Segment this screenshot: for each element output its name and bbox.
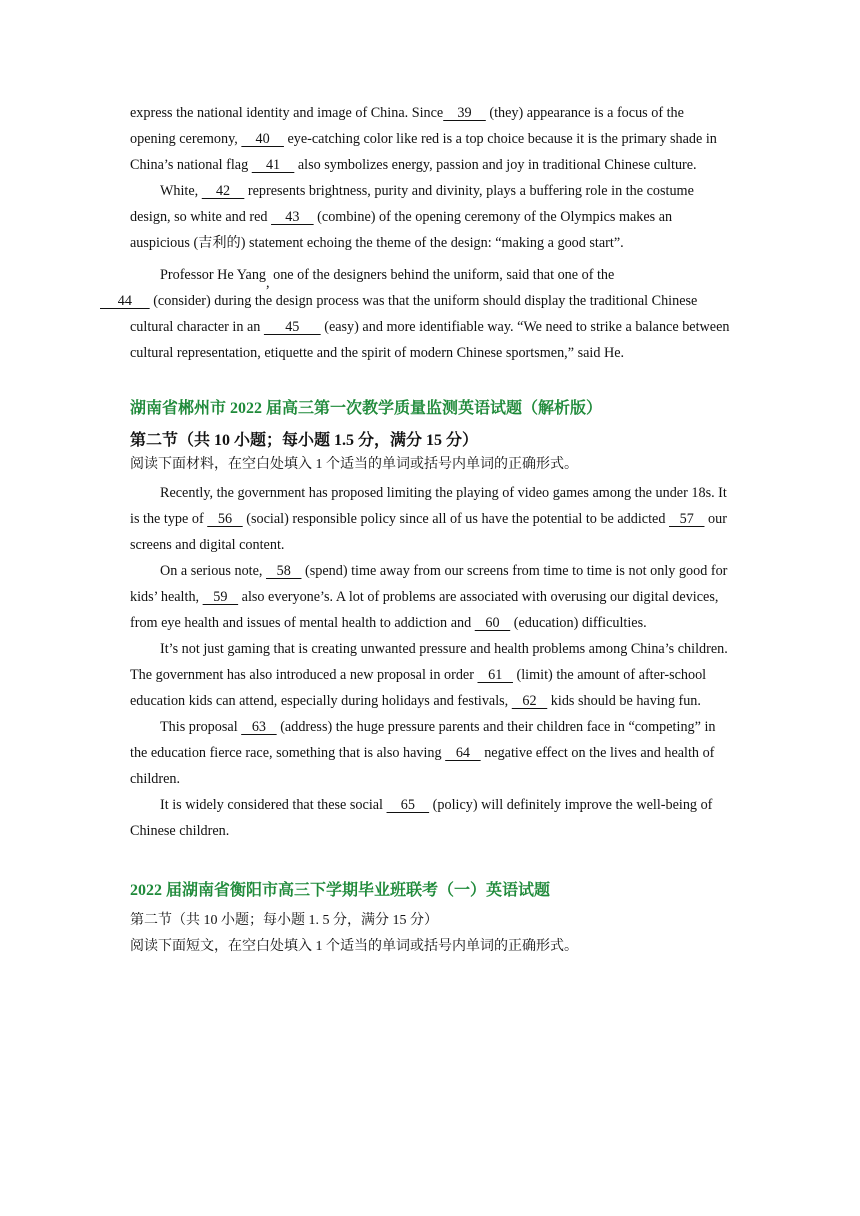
blank-40[interactable]: 40 bbox=[241, 131, 284, 147]
blank-39[interactable]: 39 bbox=[443, 105, 486, 121]
instruction-hengyang: 阅读下面短文，在空白处填入 1 个适当的单词或括号内单词的正确形式。 bbox=[130, 939, 578, 954]
section-title-chenzhou: 湖南省郴州市 2022 届高三第一次教学质量监测英语试题（解析版） bbox=[130, 400, 603, 417]
blank-43[interactable]: 43 bbox=[271, 209, 314, 225]
paragraph-58-60: On a serious note, 58 (spend) time away from our screens from time to time is not only good for kids’ health, 59 also everyone’s. A lot of problems are associated with overusing our digital devices, from eye health and issues of mental health to addiction and 60 (education) difficulties. bbox=[130, 563, 728, 631]
paragraph-56-57: Recently, the government has proposed limiting the playing of video games among the under 18s. It is the type of 56 (social) responsible policy since all of us have the potential to be addicted 57 our screens and digital content. bbox=[130, 485, 727, 553]
blank-61[interactable]: 61 bbox=[477, 667, 513, 683]
blank-64[interactable]: 64 bbox=[445, 745, 481, 761]
blank-44[interactable]: 44 bbox=[100, 293, 150, 309]
blank-63[interactable]: 63 bbox=[241, 719, 277, 735]
section-subtitle-hengyang: 第二节（共 10 小题；每小题 1. 5 分，满分 15 分） bbox=[130, 913, 438, 928]
blank-56[interactable]: 56 bbox=[207, 511, 243, 527]
blank-60[interactable]: 60 bbox=[474, 615, 511, 631]
paragraph-61-62: It’s not just gaming that is creating unwanted pressure and health problems among China’s children. The government has also introduced a new proposal in order 61 (limit) the amount of after-school education kids can attend, especially during holidays and festivals, 62 kids should be having fun. bbox=[130, 641, 728, 709]
blank-45[interactable]: 45 bbox=[263, 319, 321, 335]
section-title-hengyang: 2022 届湖南省衡阳市高三下学期毕业班联考（一）英语试题 bbox=[130, 882, 551, 899]
document-page bbox=[100, 100, 730, 960]
blank-62[interactable]: 62 bbox=[511, 693, 548, 709]
section-subtitle-chenzhou: 第二节（共 10 小题；每小题 1.5 分，满分 15 分） bbox=[130, 432, 479, 449]
blank-57[interactable]: 57 bbox=[669, 511, 705, 527]
blank-65[interactable]: 65 bbox=[386, 797, 430, 813]
paragraph-44-45: Professor He Yang, one of the designers behind the uniform, said that one of the 44 (consider) during the design process was that the uniform should display the traditional Chinese cultural character in an 45 (easy) and more identifiable way. “We need to strike a balance between cultural representation, etiquette and the spirit of modern Chinese sportsmen,” said He. bbox=[100, 267, 730, 361]
blank-41[interactable]: 41 bbox=[251, 157, 295, 173]
paragraph-42-43: White, 42 represents brightness, purity and divinity, plays a buffering role in the costume design, so white and red 43 (combine) of the opening ceremony of the Olympics makes an auspicious (吉利的) statement echoing the theme of the design: “making a good start”. bbox=[130, 183, 694, 251]
paragraph-63-64: This proposal 63 (address) the huge pressure parents and their children face in “competing” in the education fierce race, something that is also having 64 negative effect on the lives and health of children. bbox=[130, 719, 716, 787]
blank-58[interactable]: 58 bbox=[266, 563, 302, 579]
blank-59[interactable]: 59 bbox=[202, 589, 239, 605]
paragraph-65: It is widely considered that these social 65 (policy) will definitely improve the well-being of Chinese children. bbox=[130, 797, 713, 839]
blank-42[interactable]: 42 bbox=[201, 183, 245, 199]
instruction-chenzhou: 阅读下面材料，在空白处填入 1 个适当的单词或括号内单词的正确形式。 bbox=[130, 457, 578, 472]
paragraph-39-41: express the national identity and image of China. Since 39 (they) appearance is a focus of the opening ceremony, 40 eye-catching color like red is a top choice because it is the primary shade in China’s national flag 41 also symbolizes energy, passion and joy in traditional Chinese culture. bbox=[130, 105, 717, 173]
